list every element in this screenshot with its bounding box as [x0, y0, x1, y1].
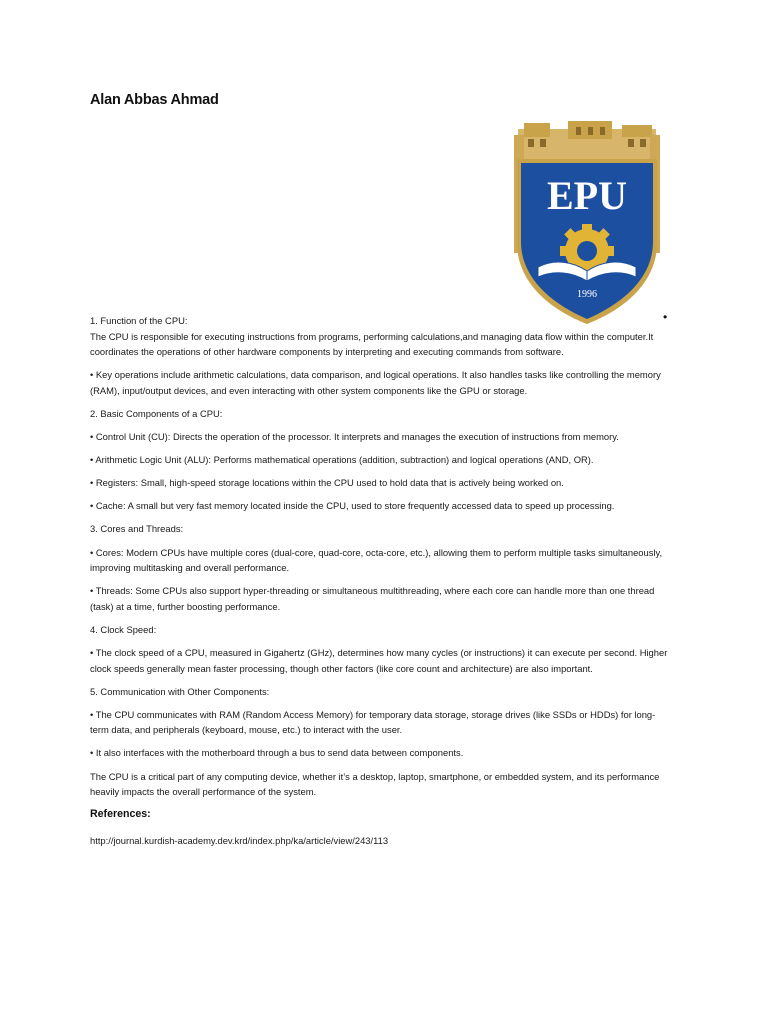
- bullet-item: • Threads: Some CPUs also support hyper-threading or simultaneous multithreading, where each core can handle more than one thread (task) at a time, further boosting performance.: [90, 585, 655, 612]
- bullet-item: • Key operations include arithmetic calculations, data comparison, and logical operations. It also handles tasks like controlling the memory (RAM), input/output devices, and even interacting with other system components like the GPU or storage.: [90, 369, 661, 396]
- section-heading: 3. Cores and Threads:: [90, 523, 184, 535]
- bullet-item: • It also interfaces with the motherboard through a bus to send data between components.: [90, 747, 464, 759]
- bullet-item: • Cores: Modern CPUs have multiple cores (dual-core, quad-core, octa-core, etc.), allowing them to perform multiple tasks simultaneously, improving multitasking and overall performance.: [90, 546, 663, 574]
- section-heading: 4. Clock Speed:: [90, 623, 157, 635]
- bullet-item: • The CPU communicates with RAM (Random Access Memory) for temporary data storage, storage drives (like SSDs or HDDs) for long-term data, and peripherals (keyboard, mouse, etc.) to interact with the user.: [90, 708, 656, 736]
- epu-logo: [514, 121, 660, 325]
- section-heading: 2. Basic Components of a CPU:: [90, 407, 223, 419]
- logo-text: EPU: [547, 173, 627, 218]
- logo-year: 1996: [577, 289, 597, 300]
- section-heading: 1. Function of the CPU:: [90, 315, 188, 326]
- bullet-item: • The clock speed of a CPU, measured in Gigahertz (GHz), determines how many cycles (or instructions) it can execute per second. Higher clock speeds generally mean faster processing, though other factors (like core count and architecture) are also important.: [90, 647, 668, 674]
- section-heading: 5. Communication with Other Components:: [90, 685, 270, 697]
- author-name: Alan Abbas Ahmad: [90, 92, 219, 108]
- bullet-item: • Cache: A small but very fast memory located inside the CPU, used to store frequently accessed data to speed up processing.: [90, 500, 615, 512]
- bullet-item: • Registers: Small, high-speed storage locations within the CPU used to hold data that is actively being worked on.: [90, 477, 564, 489]
- bullet-item: • Arithmetic Logic Unit (ALU): Performs mathematical operations (addition, subtraction) and logical operations (AND, OR).: [90, 454, 594, 466]
- conclusion-paragraph: The CPU is a critical part of any computing device, whether it’s a desktop, laptop, smartphone, or embedded system, and its performance heavily impacts the overall performance of the system.: [90, 770, 660, 798]
- paragraph: The CPU is responsible for executing instructions from programs, performing calculations,and managing data flow within the computer.It coordinates the operations of other hardware components by interpreting and executing commands from software.: [90, 330, 654, 358]
- bullet-item: • Control Unit (CU): Directs the operation of the processor. It interprets and manages the execution of instructions from memory.: [90, 431, 619, 443]
- document-body: [90, 313, 670, 856]
- reference-link[interactable]: http://journal.kurdish-academy.dev.krd/index.php/ka/article/view/243/113: [90, 834, 389, 846]
- references-heading: References:: [90, 808, 151, 821]
- stray-bullet: •: [663, 310, 668, 324]
